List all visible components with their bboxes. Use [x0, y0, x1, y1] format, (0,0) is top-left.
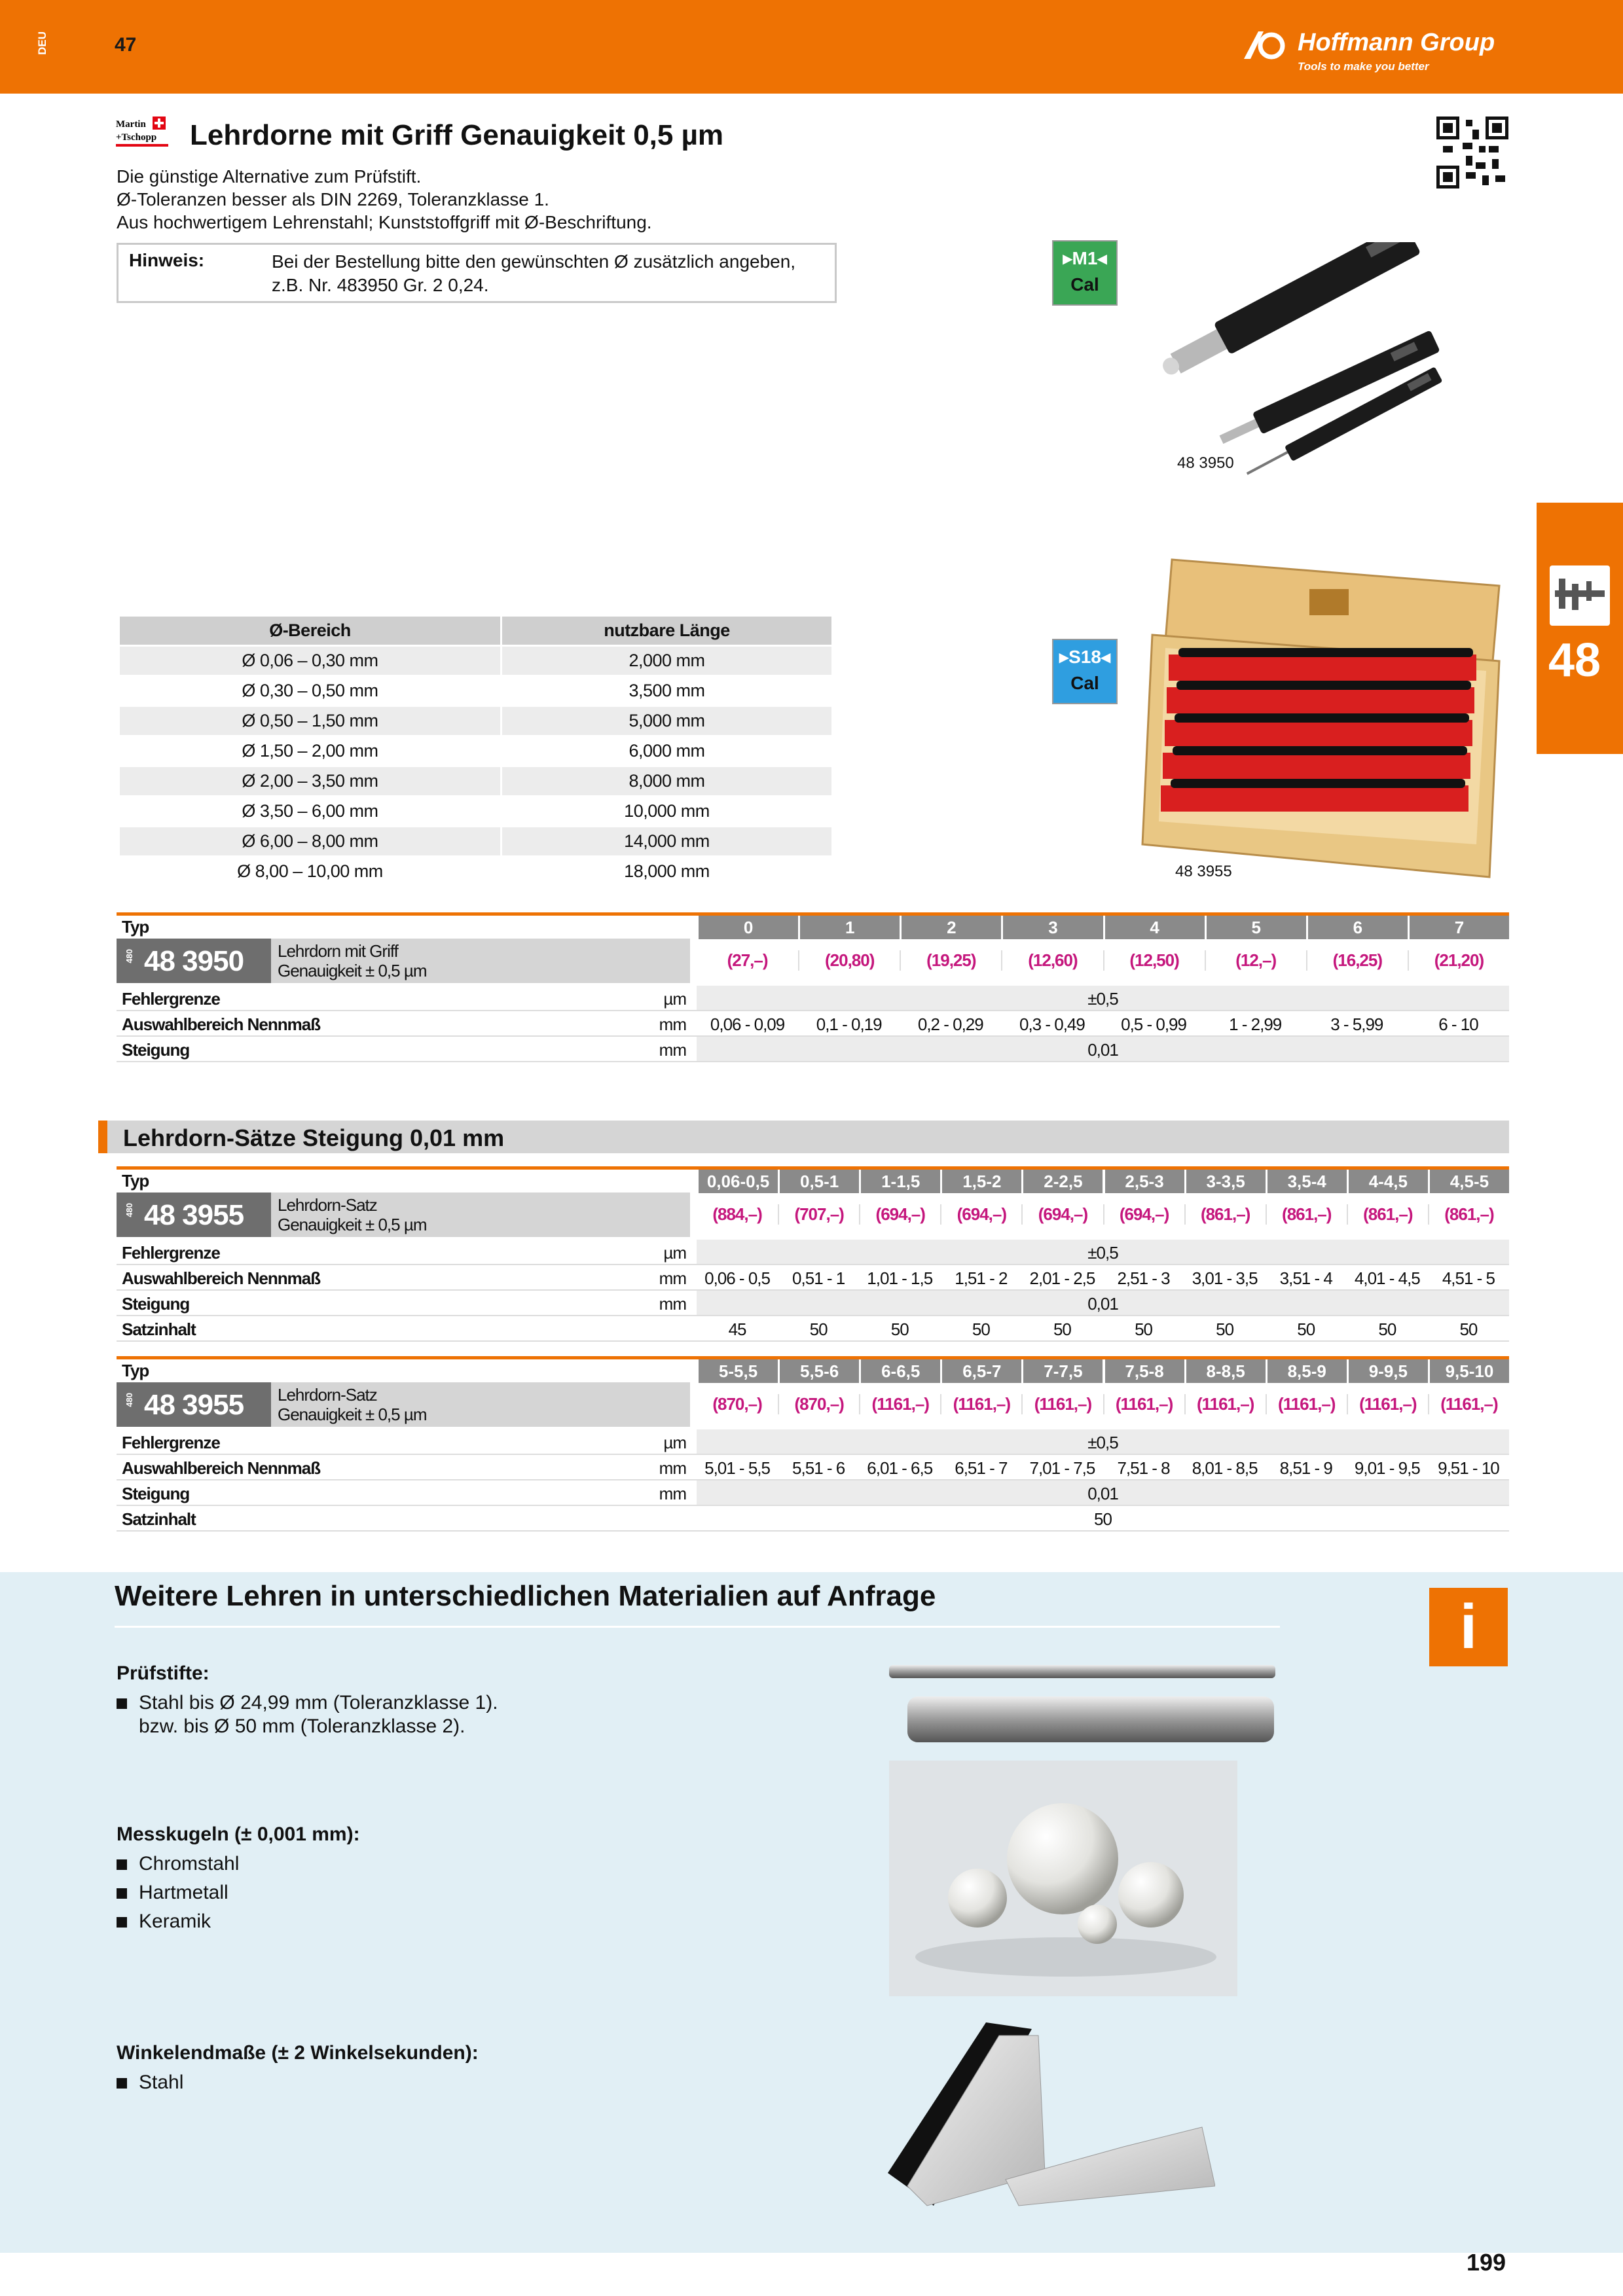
table-row — [119, 676, 833, 706]
row-value: 0,06 - 0,09 — [710, 1014, 785, 1034]
length-cell: 2,000 mm — [501, 646, 832, 676]
calibration-tag-m1 — [1052, 240, 1118, 306]
row-value: 50 — [1135, 1319, 1152, 1339]
tag-m1-label: ▸M1◂ — [1063, 248, 1107, 268]
info-group-balls — [117, 1823, 360, 1936]
hoffmann-logo[interactable] — [1244, 29, 1519, 81]
column-header: 7-7,5 — [1021, 1359, 1103, 1383]
group-title: Winkelendmaße (± 2 Winkelsekunden): — [117, 2042, 479, 2064]
range-cell: Ø 1,50 – 2,00 mm — [119, 736, 501, 766]
row-value: 0,51 - 1 — [792, 1268, 845, 1288]
range-cell: Ø 0,50 – 1,50 mm — [119, 706, 501, 736]
row-value: 50 — [972, 1319, 990, 1339]
article-code-box[interactable] — [117, 1382, 271, 1427]
description-line: Genauigkeit ± 0,5 µm — [278, 1405, 427, 1424]
price-cell[interactable]: (20,80) — [798, 950, 900, 971]
row-label: Satzinhalt — [122, 1319, 196, 1339]
price-cell[interactable]: (861,–) — [1266, 1204, 1347, 1225]
note-box — [117, 243, 837, 303]
note-text — [272, 250, 795, 297]
desc-line: Die günstige Alternative zum Prüfstift. — [117, 166, 422, 187]
column-header: 1-1,5 — [859, 1170, 940, 1193]
price-cell[interactable]: (694,–) — [1021, 1204, 1103, 1225]
price-cell[interactable]: (1161,–) — [940, 1394, 1021, 1414]
table-row — [119, 797, 833, 827]
row-value: ±0,5 — [1087, 989, 1118, 1009]
price-cell[interactable]: (12,60) — [1001, 950, 1103, 971]
price-cell[interactable]: (1161,–) — [1184, 1394, 1266, 1414]
row-value: 45 — [728, 1319, 746, 1339]
row-value: 50 — [1378, 1319, 1396, 1339]
row-value: 5,01 - 5,5 — [704, 1458, 770, 1478]
group-title: Messkugeln (± 0,001 mm): — [117, 1823, 360, 1845]
header-bg — [117, 1359, 690, 1380]
column-header: 9-9,5 — [1347, 1359, 1428, 1383]
article-row — [117, 939, 1509, 983]
bullet-square-icon — [117, 1859, 127, 1870]
table-row — [117, 1316, 1509, 1342]
row-unit: mm — [659, 1040, 686, 1060]
product-table-483955-a — [117, 1166, 1509, 1350]
article-code-box[interactable] — [117, 1193, 271, 1237]
section-marker — [98, 1121, 107, 1153]
price-cell[interactable]: (870,–) — [778, 1394, 859, 1414]
table-row — [117, 1429, 1509, 1455]
row-label: Auswahlbereich Nennmaß — [122, 1014, 321, 1034]
row-value: 50 — [1053, 1319, 1071, 1339]
qr-code[interactable] — [1436, 117, 1508, 188]
price-cell[interactable]: (12,–) — [1205, 950, 1306, 971]
price-cell[interactable]: (861,–) — [1184, 1204, 1266, 1225]
list-item: Stahl — [117, 2068, 479, 2097]
column-header: 4-4,5 — [1347, 1170, 1428, 1193]
range-cell: Ø 0,30 – 0,50 mm — [119, 676, 501, 706]
chapter-tab[interactable] — [1537, 503, 1623, 754]
article-description — [271, 1193, 690, 1237]
typ-label: Typ — [122, 1171, 149, 1191]
row-value: 0,5 - 0,99 — [1121, 1014, 1186, 1034]
column-header: 8-8,5 — [1184, 1359, 1266, 1383]
range-length-table — [118, 615, 833, 888]
row-value: 1,01 - 1,5 — [867, 1268, 933, 1288]
column-header: 1 — [798, 916, 900, 939]
price-cell[interactable]: (1161,–) — [1428, 1394, 1509, 1414]
table-row — [117, 1291, 1509, 1316]
row-value: 8,51 - 9 — [1279, 1458, 1332, 1478]
article-number: 48 3955 — [144, 1199, 244, 1231]
range-cell: Ø 3,50 – 6,00 mm — [119, 797, 501, 827]
article-prefix: 480 — [124, 1203, 134, 1217]
column-header: 3-3,5 — [1184, 1170, 1266, 1193]
column-header: 4,5-5 — [1428, 1170, 1509, 1193]
row-value: 50 — [1297, 1319, 1315, 1339]
row-value: 8,01 - 8,5 — [1192, 1458, 1258, 1478]
product-table-483955-b — [117, 1356, 1509, 1539]
svg-text:Martin: Martin — [116, 119, 146, 130]
description-line: Lehrdorn-Satz — [278, 1195, 377, 1215]
article-number: 48 3955 — [144, 1389, 244, 1421]
row-value: 50 — [890, 1319, 909, 1339]
column-header: 5 — [1205, 916, 1306, 939]
length-cell: 3,500 mm — [501, 676, 832, 706]
row-value: 0,01 — [1087, 1484, 1118, 1503]
note-line: z.B. Nr. 483950 Gr. 2 0,24. — [272, 275, 489, 295]
column-header: 4 — [1103, 916, 1205, 939]
range-cell: Ø 8,00 – 10,00 mm — [119, 857, 501, 887]
row-value: ±0,5 — [1087, 1433, 1118, 1452]
description-line: Lehrdorn mit Griff — [278, 941, 398, 961]
info-divider — [115, 1626, 1280, 1628]
image-caption-483955: 48 3955 — [1175, 863, 1232, 880]
column-header: 0,06-0,5 — [697, 1170, 778, 1193]
image-caption-483950: 48 3950 — [1177, 454, 1234, 472]
product-description — [117, 165, 652, 234]
price-cell[interactable]: (861,–) — [1428, 1204, 1509, 1225]
table-row — [119, 766, 833, 797]
length-cell: 5,000 mm — [501, 706, 832, 736]
product-table-483950 — [117, 912, 1509, 1069]
measuring-balls-graphic — [889, 1761, 1237, 1996]
section-header-sets — [98, 1121, 1509, 1153]
column-header: 7,5-8 — [1103, 1359, 1184, 1383]
brand-name: Hoffmann Group — [1298, 29, 1495, 56]
typ-label: Typ — [122, 917, 149, 937]
list-item: bzw. bis Ø 50 mm (Toleranzklasse 2). — [139, 1715, 465, 1737]
row-unit: mm — [659, 1458, 686, 1478]
table-row — [119, 646, 833, 676]
brand-tagline: Tools to make you better — [1298, 60, 1429, 73]
column-header: 8,5-9 — [1266, 1359, 1347, 1383]
typ-label: Typ — [122, 1361, 149, 1380]
info-title: Weitere Lehren in unterschiedlichen Materialien auf Anfrage — [115, 1580, 936, 1612]
price-cell[interactable]: (861,–) — [1347, 1204, 1428, 1225]
column-header: 2-2,5 — [1021, 1170, 1103, 1193]
list-item: Chromstahl — [117, 1850, 360, 1878]
article-number: 48 3950 — [144, 945, 244, 977]
price-cell[interactable]: (1161,–) — [1103, 1394, 1184, 1414]
row-value: 2,51 - 3 — [1117, 1268, 1170, 1288]
chapter-number: 48 — [1548, 634, 1601, 687]
description-line: Genauigkeit ± 0,5 µm — [278, 1215, 427, 1234]
article-row — [117, 1382, 1509, 1427]
range-cell: Ø 6,00 – 8,00 mm — [119, 827, 501, 857]
gauge-pins-image — [1146, 242, 1486, 484]
table-header-row — [117, 1356, 1509, 1380]
row-value: 1 - 2,99 — [1229, 1014, 1282, 1034]
article-description — [271, 1382, 690, 1427]
row-label: Auswahlbereich Nennmaß — [122, 1268, 321, 1288]
list-item: Keramik — [117, 1907, 360, 1936]
note-line — [272, 250, 795, 274]
column-header: 7 — [1408, 916, 1509, 939]
list-item: Stahl bis Ø 24,99 mm (Toleranzklasse 1). — [117, 1689, 498, 1717]
price-cell[interactable]: (19,25) — [900, 950, 1001, 971]
table-row — [117, 1037, 1509, 1062]
chapter-page-number: 47 — [115, 34, 137, 56]
price-cell[interactable]: (27,–) — [727, 950, 768, 970]
row-label: Auswahlbereich Nennmaß — [122, 1458, 321, 1478]
price-cell[interactable]: (1161,–) — [1347, 1394, 1428, 1414]
calibration-tag-s18 — [1052, 639, 1118, 704]
price-cell[interactable]: (707,–) — [778, 1204, 859, 1225]
row-value: 0,01 — [1087, 1040, 1118, 1060]
bullet-square-icon — [117, 1917, 127, 1928]
column-header: 5,5-6 — [778, 1359, 859, 1383]
price-cell[interactable]: (1161,–) — [1021, 1394, 1103, 1414]
row-label: Steigung — [122, 1484, 190, 1503]
table-row — [117, 1240, 1509, 1265]
desc-line: Aus hochwertigem Lehrenstahl; Kunststoffgriff mit Ø-Beschriftung. — [117, 212, 652, 232]
angle-gauge-blocks-image — [888, 2016, 1215, 2212]
length-cell: 8,000 mm — [501, 766, 832, 797]
row-value: 2,01 - 2,5 — [1029, 1268, 1095, 1288]
row-unit: µm — [663, 1433, 686, 1452]
header-bg — [117, 1170, 690, 1190]
row-value: 50 — [809, 1319, 828, 1339]
range-cell: Ø 2,00 – 3,50 mm — [119, 766, 501, 797]
list-item: Hartmetall — [117, 1878, 360, 1907]
price-cell[interactable]: (694,–) — [940, 1204, 1021, 1225]
article-row — [117, 1193, 1509, 1237]
column-header: 6,5-7 — [940, 1359, 1021, 1383]
header-bg — [117, 916, 690, 936]
row-label: Fehlergrenze — [122, 1243, 220, 1263]
table-row — [117, 986, 1509, 1011]
column-header: 5-5,5 — [697, 1359, 778, 1383]
price-cell[interactable]: (12,50) — [1103, 950, 1205, 971]
row-unit: mm — [659, 1014, 686, 1034]
row-unit: mm — [659, 1294, 686, 1314]
tag-s18-sub: Cal — [1070, 673, 1099, 693]
group-title: Prüfstifte: — [117, 1662, 210, 1684]
price-cell[interactable]: (16,25) — [1306, 950, 1408, 971]
row-value: 4,01 - 4,5 — [1354, 1268, 1420, 1288]
article-prefix: 480 — [124, 1393, 134, 1407]
row-unit: µm — [663, 1243, 686, 1263]
column-header: 2 — [900, 916, 1001, 939]
page-number: 199 — [1467, 2249, 1506, 2276]
row-value: ±0,5 — [1087, 1243, 1118, 1263]
article-code-box[interactable] — [117, 939, 271, 983]
column-header: 0 — [697, 916, 798, 939]
row-label: Fehlergrenze — [122, 1433, 220, 1452]
column-header: 6 — [1306, 916, 1408, 939]
table-row — [117, 1455, 1509, 1480]
row-value: 9,51 - 10 — [1438, 1458, 1499, 1478]
article-prefix: 480 — [124, 949, 134, 963]
row-label: Satzinhalt — [122, 1509, 196, 1529]
info-icon[interactable]: i — [1429, 1588, 1508, 1666]
col-header-length: nutzbare Länge — [501, 616, 832, 646]
column-header: 2,5-3 — [1103, 1170, 1184, 1193]
table-row — [119, 706, 833, 736]
length-cell: 14,000 mm — [501, 827, 832, 857]
column-header: 9,5-10 — [1428, 1359, 1509, 1383]
row-value: 6 - 10 — [1438, 1014, 1478, 1034]
page-title: Lehrdorne mit Griff Genauigkeit 0,5 µm — [190, 119, 724, 151]
tag-m1-sub: Cal — [1070, 274, 1099, 295]
description-line: Genauigkeit ± 0,5 µm — [278, 961, 427, 980]
row-value: 50 — [1216, 1319, 1234, 1339]
bullet-square-icon — [117, 2078, 127, 2089]
row-value: 4,51 - 5 — [1442, 1268, 1495, 1288]
language-code: DEU — [36, 31, 48, 55]
svg-text:+Tschopp: +Tschopp — [116, 132, 157, 143]
row-label: Fehlergrenze — [122, 989, 220, 1009]
row-value: 3,51 - 4 — [1279, 1268, 1332, 1288]
price-cell[interactable]: (694,–) — [1103, 1204, 1184, 1225]
row-value: 0,3 - 0,49 — [1019, 1014, 1085, 1034]
row-value: 3 - 5,99 — [1330, 1014, 1383, 1034]
row-value: 0,1 - 0,19 — [816, 1014, 882, 1034]
row-value: 9,01 - 9,5 — [1354, 1458, 1420, 1478]
row-value: 3,01 - 3,5 — [1192, 1268, 1258, 1288]
row-unit: µm — [663, 989, 686, 1009]
price-cell[interactable]: (1161,–) — [859, 1394, 940, 1414]
row-value: 5,51 - 6 — [792, 1458, 845, 1478]
row-value: 50 — [1094, 1509, 1112, 1529]
price-cell[interactable]: (1161,–) — [1266, 1394, 1347, 1414]
row-value: 0,2 - 0,29 — [917, 1014, 983, 1034]
row-value: 1,51 - 2 — [955, 1268, 1008, 1288]
table-row — [119, 857, 833, 887]
table-row — [117, 1265, 1509, 1291]
section-title: Lehrdorn-Sätze Steigung 0,01 mm — [123, 1124, 505, 1151]
bullet-square-icon — [117, 1888, 127, 1899]
table-header-row — [117, 912, 1509, 936]
desc-line: Ø-Toleranzen besser als DIN 2269, Toleranzklasse 1. — [117, 189, 549, 209]
column-header: 3,5-4 — [1266, 1170, 1347, 1193]
row-value: 0,06 - 0,5 — [704, 1268, 770, 1288]
length-cell: 10,000 mm — [501, 797, 832, 827]
info-group-pins — [117, 1662, 498, 1741]
tag-s18-label: ▸S18◂ — [1059, 647, 1110, 667]
table-row — [119, 736, 833, 766]
table-row — [119, 827, 833, 857]
martin-tschopp-logo — [115, 117, 176, 153]
length-cell: 18,000 mm — [501, 857, 832, 887]
price-cell[interactable]: (884,–) — [712, 1204, 762, 1224]
row-value: 7,01 - 7,5 — [1029, 1458, 1095, 1478]
info-group-angles — [117, 2042, 479, 2097]
brand-logo-graphic — [115, 117, 176, 153]
row-label: Steigung — [122, 1040, 190, 1060]
bullet-square-icon — [117, 1698, 127, 1709]
price-cell[interactable]: (870,–) — [712, 1394, 762, 1414]
price-cell[interactable]: (21,20) — [1408, 950, 1509, 971]
price-cell[interactable]: (694,–) — [859, 1204, 940, 1225]
article-description — [271, 939, 690, 983]
column-header: 3 — [1001, 916, 1103, 939]
table-row — [117, 1480, 1509, 1506]
row-label: Steigung — [122, 1294, 190, 1314]
gauge-set-box-image — [1113, 556, 1506, 884]
row-value: 0,01 — [1087, 1294, 1118, 1314]
row-value: 50 — [1459, 1319, 1478, 1339]
note-line-text: Bei der Bestellung bitte den gewünschten Ø zusätzlich angeben, — [272, 251, 796, 272]
row-unit: mm — [659, 1268, 686, 1288]
length-cell: 6,000 mm — [501, 736, 832, 766]
hoffmann-logo-icon — [1244, 30, 1290, 60]
row-value: 6,01 - 6,5 — [867, 1458, 933, 1478]
test-pins-image — [888, 1662, 1281, 1748]
description-line: Lehrdorn-Satz — [278, 1385, 377, 1405]
caliper-icon — [1550, 565, 1610, 626]
table-header-row — [117, 1166, 1509, 1190]
measuring-balls-image — [889, 1761, 1237, 1996]
row-value: 6,51 - 7 — [955, 1458, 1008, 1478]
col-header-range: Ø-Bereich — [119, 616, 501, 646]
table-row — [117, 1011, 1509, 1037]
column-header: 1,5-2 — [940, 1170, 1021, 1193]
note-label: Hinweis: — [129, 250, 205, 270]
row-unit: mm — [659, 1484, 686, 1503]
column-header: 0,5-1 — [778, 1170, 859, 1193]
range-cell: Ø 0,06 – 0,30 mm — [119, 646, 501, 676]
row-value: 7,51 - 8 — [1117, 1458, 1170, 1478]
table-row — [117, 1506, 1509, 1532]
column-header: 6-6,5 — [859, 1359, 940, 1383]
